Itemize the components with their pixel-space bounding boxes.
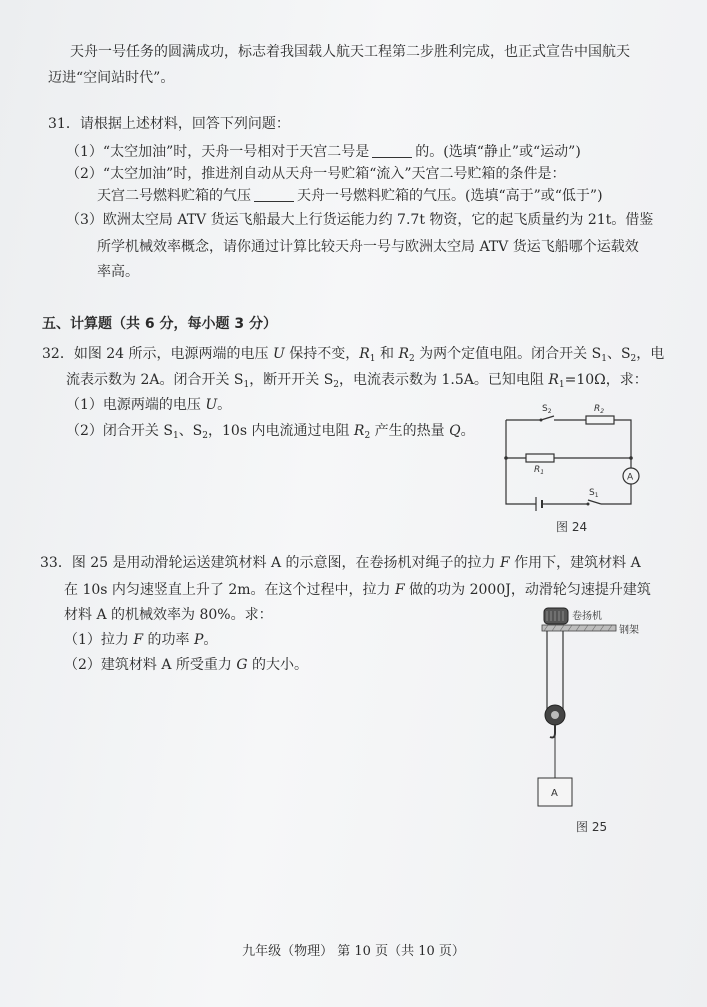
ammeter-label: A bbox=[627, 472, 634, 483]
intro-line-2: 迈进“空间站时代”。 bbox=[48, 70, 175, 86]
label-r1: $R_1$ bbox=[534, 465, 545, 476]
q32-part2: （2）闭合开关 $S_1$、$S_2$，10s 内电流通过电阻 $R_2$ 产生的热量 Q。 bbox=[66, 423, 475, 441]
label-s1: $S_1$ bbox=[589, 488, 599, 499]
q32-part1: （1）电源两端的电压 U。 bbox=[66, 397, 232, 413]
q31-part1: （1）“太空加油”时，天舟一号相对于天宫二号是 的。(选填“静止”或“运动”) bbox=[66, 144, 581, 160]
q33-line-3: 材料 A 的机械效率为 80%。求： bbox=[64, 607, 273, 623]
steel-frame bbox=[542, 625, 616, 631]
section-title: 五、计算题（共 6 分，每小题 3 分） bbox=[42, 316, 277, 332]
pulley-diagram bbox=[520, 603, 650, 813]
answer-blank[interactable] bbox=[372, 145, 412, 158]
winch-label: 卷扬机 bbox=[572, 611, 602, 622]
q31-part2: （2）“太空加油”时，推进剂自动从天舟一号贮箱“流入”天宫二号贮箱的条件是： bbox=[66, 166, 566, 182]
figure-25-caption: 图 25 bbox=[576, 820, 608, 834]
q31-part3-end: 率高。 bbox=[97, 264, 139, 280]
q33-part2: （2）建筑材料 A 所受重力 G 的大小。 bbox=[64, 657, 309, 673]
q32-line-1: 32．如图 24 所示，电源两端的电压 U 保持不变，$R_1$ 和 $R_2$ 为两个定值电阻。闭合开关 $S_1$、$S_2$，电 bbox=[42, 346, 665, 364]
q33-part1: （1）拉力 F 的功率 P。 bbox=[64, 632, 218, 648]
q33-line-1: 33．图 25 是用动滑轮运送建筑材料 A 的示意图，在卷扬机对绳子的拉力 F 作用下，建筑材料 A bbox=[40, 555, 641, 571]
frame-label: 钢架 bbox=[619, 625, 639, 636]
circuit-diagram bbox=[496, 400, 646, 512]
q31-part2-cont: 天宫二号燃料贮箱的气压 天舟一号燃料贮箱的气压。(选填“高于”或“低于”) bbox=[97, 188, 603, 204]
intro-line-1: 天舟一号任务的圆满成功，标志着我国载人航天工程第二步胜利完成，也正式宣告中国航天 bbox=[70, 44, 630, 60]
block-label: A bbox=[551, 788, 558, 799]
hook-icon bbox=[550, 725, 555, 738]
q33-line-2: 在 10s 内匀速竖直上升了 2m。在这个过程中，拉力 F 做的功为 2000J，动滑轮匀速提升建筑 bbox=[64, 582, 651, 598]
label-s2: $S_2$ bbox=[542, 404, 552, 415]
q31-part3-cont: 所学机械效率概念，请你通过计算比较天舟一号与欧洲太空局 ATV 货运飞船哪个运载效 bbox=[97, 239, 639, 255]
q31-part3: （3）欧洲太空局 ATV 货运飞船最大上行货运能力约 7.7t 物资，它的起飞质量约为 21t。借鉴 bbox=[66, 212, 654, 228]
figure-24-caption: 图 24 bbox=[556, 520, 588, 534]
answer-blank[interactable] bbox=[254, 189, 294, 202]
page-footer: 九年级（物理） 第 10 页（共 10 页） bbox=[242, 944, 465, 959]
label-r2: $R_2$ bbox=[594, 404, 605, 415]
winch-drum bbox=[544, 608, 568, 624]
q32-line-2: 流表示数为 2A。闭合开关 $S_1$，断开开关 $S_2$，电流表示数为 1.5A。已知电阻 $R_1=10\Omega$，求： bbox=[66, 372, 648, 390]
q31-stem: 31．请根据上述材料，回答下列问题： bbox=[48, 116, 290, 132]
